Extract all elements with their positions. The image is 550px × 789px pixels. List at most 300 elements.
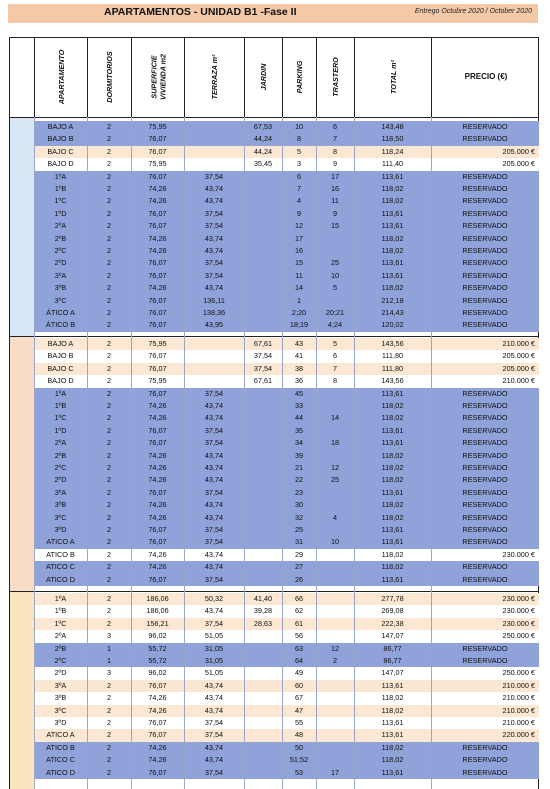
cell-jar — [244, 549, 282, 561]
cell-jar — [244, 307, 282, 319]
table-row — [34, 388, 539, 400]
cell-tras: 8 — [332, 376, 338, 386]
cell-apt: ATICO C — [45, 755, 76, 765]
cell-total: 113,61 — [381, 388, 404, 398]
section-divider — [9, 336, 539, 337]
cell-dorm: 2 — [106, 146, 112, 156]
cell-precio: 210.000 € — [502, 718, 535, 727]
cell-total: 113,61 — [381, 258, 404, 268]
cell-park: 32 — [294, 512, 304, 522]
page-title: APARTAMENTOS - UNIDAD B1 -Fase II — [104, 6, 297, 18]
cell-total: 147,07 — [381, 631, 404, 641]
table-row — [34, 667, 539, 679]
cell-tras — [316, 630, 354, 642]
cell-jar — [244, 233, 282, 245]
cell-jar — [244, 742, 282, 754]
cell-park: 33 — [294, 401, 304, 410]
cell-apt: ATICO B — [46, 549, 75, 559]
cell-precio: RESERVADO — [462, 184, 508, 193]
cell-tras: 15 — [330, 221, 340, 231]
table-row — [34, 462, 539, 474]
cell-total: 111,80 — [381, 363, 404, 373]
cell-tras — [316, 450, 354, 462]
cell-park: 55 — [294, 718, 304, 727]
cell-park: 23 — [294, 487, 304, 497]
cell-park: 66 — [294, 594, 304, 603]
table-row — [34, 183, 539, 195]
column-rule — [431, 117, 432, 789]
cell-apt: 3ºC — [54, 295, 67, 305]
cell-apt: 2ºB — [54, 450, 67, 460]
cell-tras: 10 — [330, 270, 340, 280]
cell-sup: 75,95 — [148, 122, 167, 131]
cell-tras — [316, 425, 354, 437]
cell-sup: 75,95 — [148, 339, 167, 348]
cell-ter: 37,54 — [204, 425, 224, 435]
cell-sup: 76,07 — [148, 258, 167, 268]
cell-total: 118,02 — [381, 693, 404, 703]
cell-total: 212,18 — [381, 295, 404, 305]
table-row — [34, 295, 539, 307]
cell-jar — [244, 412, 282, 424]
cell-tras — [316, 605, 354, 617]
cell-precio: RESERVADO — [462, 413, 508, 423]
cell-park: 10 — [294, 122, 304, 131]
cell-total: 113,61 — [381, 208, 404, 218]
cell-total: 86,77 — [383, 656, 402, 665]
cell-tras: 17 — [330, 767, 340, 777]
col-header-superficie: SUPERFICIE VIVIENDA m2 — [131, 37, 185, 117]
cell-total: 222,38 — [381, 618, 404, 628]
cell-sup: 76,07 — [148, 487, 167, 497]
cell-total: 118,02 — [381, 562, 404, 572]
cell-tras: 9 — [332, 208, 338, 218]
table-row — [34, 270, 539, 282]
cell-jar — [244, 257, 282, 269]
cell-apt: 3ºC — [54, 705, 67, 715]
cell-jar — [244, 450, 282, 462]
cell-ter: 37,54 — [204, 525, 224, 534]
cell-ter — [184, 375, 244, 387]
cell-total: 118,02 — [381, 755, 404, 765]
cell-apt: 1ºD — [54, 425, 67, 435]
cell-park: 29 — [294, 549, 304, 559]
cell-park: 21 — [294, 463, 304, 472]
cell-park: 27 — [294, 562, 304, 572]
cell-tras: 25 — [330, 475, 340, 485]
cell-tras — [316, 233, 354, 245]
cell-dorm: 2 — [106, 549, 112, 559]
section-strip — [10, 336, 34, 591]
cell-dorm: 2 — [106, 618, 112, 628]
table-row — [34, 437, 539, 449]
cell-dorm: 2 — [106, 606, 112, 616]
cell-jar — [244, 208, 282, 220]
cell-precio: RESERVADO — [462, 258, 508, 268]
cell-jar — [244, 680, 282, 692]
cell-total: 113,61 — [381, 730, 404, 740]
cell-park: 6 — [296, 171, 302, 181]
cell-ter: 37,54 — [204, 388, 224, 398]
cell-total: 113,61 — [381, 574, 404, 584]
table-row — [34, 257, 539, 269]
cell-precio: RESERVADO — [462, 233, 508, 243]
cell-park: 45 — [294, 388, 304, 398]
cell-dorm: 2 — [106, 705, 112, 715]
cell-total: 118,02 — [381, 500, 404, 510]
cell-dorm: 2 — [106, 574, 112, 584]
cell-tras — [316, 295, 354, 307]
cell-total: 118,02 — [381, 413, 404, 423]
cell-precio: RESERVADO — [462, 283, 508, 293]
table-row — [34, 474, 539, 486]
cell-precio: RESERVADO — [462, 320, 508, 330]
cell-sup: 74,26 — [148, 549, 167, 559]
table-row — [34, 692, 539, 704]
cell-park: 51;52 — [289, 755, 309, 765]
cell-jar — [244, 474, 282, 486]
cell-jar — [244, 729, 282, 741]
cell-precio: RESERVADO — [462, 295, 508, 305]
cell-tras: 10 — [330, 537, 340, 547]
cell-ter: 37,54 — [204, 487, 224, 497]
cell-apt: 3ºC — [54, 512, 67, 522]
col-header-apartamento: APARTAMENTO — [34, 37, 88, 117]
cell-ter: 43,74 — [204, 233, 224, 243]
cell-dorm: 2 — [106, 438, 112, 448]
cell-apt: 3ºB — [54, 500, 67, 510]
cell-sup: 74,26 — [148, 705, 167, 715]
cell-jar: 37,54 — [253, 351, 273, 361]
cell-sup: 76,07 — [148, 171, 167, 181]
cell-total: 113,61 — [381, 221, 404, 231]
cell-precio: RESERVADO — [462, 742, 508, 752]
cell-sup: 76,07 — [148, 525, 167, 534]
cell-apt: 2ºC — [54, 656, 67, 665]
cell-ter: 37,54 — [204, 730, 224, 740]
table-row — [34, 233, 539, 245]
cell-dorm: 2 — [106, 401, 112, 410]
cell-total: 111,40 — [381, 159, 404, 169]
cell-dorm: 2 — [106, 376, 112, 386]
table-row — [34, 561, 539, 573]
cell-apt: BAJO C — [47, 146, 74, 156]
cell-tras: 4 — [332, 512, 338, 522]
cell-ter: 51,05 — [204, 631, 224, 641]
cell-sup: 96,02 — [148, 668, 167, 678]
cell-dorm: 2 — [106, 339, 112, 348]
cell-tras: 12 — [330, 643, 340, 653]
cell-sup: 76,07 — [148, 438, 167, 448]
cell-park: 8 — [296, 134, 302, 144]
cell-dorm: 2 — [106, 134, 112, 144]
cell-total: 86,77 — [383, 643, 402, 653]
cell-apt: 1ºB — [54, 401, 67, 410]
cell-dorm: 2 — [106, 308, 112, 317]
cell-dorm: 2 — [106, 196, 112, 206]
cell-apt: BAJO B — [47, 351, 74, 361]
cell-park: 17 — [294, 233, 304, 243]
cell-ter: 43,74 — [204, 401, 224, 410]
cell-precio: 250.000 € — [502, 668, 535, 678]
section-divider — [9, 591, 539, 592]
cell-park: 18;19 — [289, 320, 309, 330]
cell-ter: 43,74 — [204, 512, 224, 522]
table-row — [34, 220, 539, 232]
table-row — [34, 705, 539, 717]
cell-precio: RESERVADO — [462, 438, 508, 448]
table-row — [34, 630, 539, 642]
table-row — [34, 767, 539, 779]
cell-total: 120,02 — [381, 320, 404, 330]
column-rule — [354, 117, 355, 789]
cell-total: 113,61 — [381, 425, 404, 435]
cell-apt: 2ºA — [54, 438, 67, 448]
cell-dorm: 2 — [106, 122, 112, 131]
cell-ter: 43,74 — [204, 283, 224, 293]
cell-apt: BAJO B — [47, 134, 74, 144]
cell-precio: 210.000 € — [502, 693, 535, 703]
cell-apt: 3ºA — [54, 680, 67, 690]
cell-tras — [316, 705, 354, 717]
cell-precio: RESERVADO — [462, 246, 508, 255]
cell-apt: ATICO B — [46, 742, 75, 752]
cell-jar — [244, 717, 282, 729]
cell-tras — [316, 400, 354, 412]
cell-ter: 43,74 — [204, 475, 224, 485]
cell-ter: 43,74 — [204, 500, 224, 510]
cell-jar — [244, 655, 282, 667]
cell-sup: 186,06 — [146, 606, 169, 616]
cell-sup: 186,06 — [146, 594, 169, 603]
cell-jar — [244, 195, 282, 207]
table-row — [34, 363, 539, 375]
cell-sup: 76,07 — [148, 363, 167, 373]
cell-sup: 96,02 — [148, 631, 167, 641]
cell-sup: 76,07 — [148, 320, 167, 330]
cell-dorm: 2 — [106, 388, 112, 398]
cell-precio: RESERVADO — [462, 487, 508, 497]
cell-total: 113,61 — [381, 438, 404, 448]
cell-jar — [244, 536, 282, 548]
cell-jar — [244, 319, 282, 331]
table-row — [34, 487, 539, 499]
cell-park: 62 — [294, 606, 304, 616]
cell-ter: 43,74 — [204, 742, 224, 752]
cell-tras — [316, 574, 354, 586]
cell-park: 15 — [294, 258, 304, 268]
cell-dorm: 2 — [106, 693, 112, 703]
cell-apt: 3ºD — [54, 525, 67, 534]
cell-sup: 74,26 — [148, 475, 167, 485]
cell-dorm: 2 — [106, 283, 112, 293]
cell-jar: 67,61 — [253, 339, 273, 348]
cell-precio: RESERVADO — [462, 270, 508, 280]
cell-apt: 2ºD — [54, 258, 67, 268]
cell-precio: 210.000 € — [502, 376, 535, 386]
cell-park: 22 — [294, 475, 304, 485]
cell-apt: 2ºA — [54, 631, 67, 641]
cell-sup: 74,26 — [148, 233, 167, 243]
cell-dorm: 2 — [106, 562, 112, 572]
cell-dorm: 2 — [106, 755, 112, 765]
cell-apt: 3ºD — [54, 718, 67, 727]
cell-park: 49 — [294, 668, 304, 678]
cell-apt: 1ºB — [54, 184, 67, 193]
cell-precio: RESERVADO — [462, 171, 508, 181]
table-row — [34, 350, 539, 362]
cell-precio: RESERVADO — [462, 500, 508, 510]
cell-tras: 5 — [332, 283, 338, 293]
col-header-trastero: TRASTERO — [316, 37, 355, 117]
table-row — [34, 158, 539, 170]
cell-precio: RESERVADO — [462, 208, 508, 218]
cell-dorm: 2 — [106, 221, 112, 231]
cell-jar: 44,24 — [253, 134, 273, 144]
cell-total: 113,61 — [381, 537, 404, 547]
cell-sup: 76,07 — [148, 146, 167, 156]
cell-park: 39 — [294, 450, 304, 460]
cell-tras: 18 — [330, 438, 340, 448]
cell-tras — [316, 499, 354, 511]
cell-ter: 37,54 — [204, 208, 224, 218]
cell-jar — [244, 388, 282, 400]
cell-park: 61 — [294, 618, 304, 628]
cell-sup: 74,26 — [148, 755, 167, 765]
cell-apt: BAJO D — [47, 159, 74, 169]
cell-sup: 76,07 — [148, 730, 167, 740]
cell-precio: RESERVADO — [462, 562, 508, 572]
cell-jar — [244, 574, 282, 586]
column-rule — [131, 117, 132, 789]
cell-total: 118,02 — [381, 463, 404, 472]
cell-total: 113,61 — [381, 767, 404, 777]
cell-precio: RESERVADO — [462, 401, 508, 410]
cell-jar — [244, 462, 282, 474]
col-header-total: TOTAL m² — [354, 37, 432, 117]
cell-dorm: 2 — [106, 233, 112, 243]
cell-tras — [316, 692, 354, 704]
cell-park: 11 — [295, 270, 303, 280]
cell-dorm: 2 — [106, 500, 112, 510]
cell-sup: 74,26 — [148, 562, 167, 572]
cell-precio: 210.000 € — [502, 705, 535, 715]
table-row — [34, 742, 539, 754]
cell-sup: 74,26 — [148, 512, 167, 522]
cell-apt: BAJO C — [47, 363, 74, 373]
cell-precio: RESERVADO — [462, 134, 508, 144]
cell-ter: 43,74 — [204, 562, 224, 572]
cell-apt: 1ºB — [54, 606, 67, 616]
cell-precio: RESERVADO — [462, 643, 508, 653]
cell-precio: RESERVADO — [462, 388, 508, 398]
cell-dorm: 2 — [106, 184, 112, 193]
cell-precio: 205.000 € — [502, 159, 535, 169]
cell-dorm: 2 — [106, 351, 112, 361]
cell-jar: 67,61 — [253, 376, 273, 386]
cell-sup: 76,07 — [148, 308, 167, 317]
cell-dorm: 1 — [106, 656, 112, 665]
cell-ter: 136,11 — [203, 295, 225, 305]
cell-apt: 3ºB — [54, 693, 67, 703]
cell-ter: 37,54 — [204, 221, 224, 231]
cell-ter — [184, 338, 244, 350]
cell-ter — [184, 121, 244, 133]
table-row — [34, 643, 539, 655]
cell-park: 63 — [294, 643, 304, 653]
cell-jar — [244, 487, 282, 499]
cell-total: 118,02 — [381, 450, 404, 460]
cell-ter: 43,74 — [204, 705, 224, 715]
cell-tras: 7 — [332, 363, 338, 373]
cell-precio: RESERVADO — [462, 537, 508, 547]
cell-precio: 210.000 € — [502, 339, 535, 348]
cell-sup: 74,26 — [148, 196, 167, 206]
cell-ter: 43,74 — [204, 413, 224, 423]
cell-park: 1 — [296, 295, 302, 305]
table-row — [34, 512, 539, 524]
table-row — [34, 729, 539, 741]
table-row — [34, 133, 539, 145]
column-rule — [87, 117, 88, 789]
cell-tras: 4;24 — [327, 320, 343, 330]
cell-ter: 31,05 — [204, 656, 224, 665]
header-divider — [9, 117, 539, 118]
cell-tras: 20;21 — [325, 308, 345, 317]
table-row — [34, 618, 539, 630]
cell-park: 7 — [296, 184, 302, 193]
cell-precio: RESERVADO — [462, 122, 508, 131]
table-row — [34, 499, 539, 511]
cell-sup: 156,21 — [146, 618, 169, 628]
cell-sup: 76,07 — [148, 574, 167, 584]
cell-jar: 67,53 — [253, 122, 273, 131]
cell-jar — [244, 425, 282, 437]
cell-jar — [244, 499, 282, 511]
cell-jar: 44,24 — [253, 146, 273, 156]
cell-jar — [244, 183, 282, 195]
cell-dorm: 3 — [106, 631, 112, 641]
cell-apt: ATICO D — [45, 767, 76, 777]
cell-ter: 43,95 — [204, 320, 224, 330]
cell-precio: 230.000 € — [502, 594, 535, 603]
cell-total: 143,48 — [381, 122, 404, 131]
cell-total: 118,50 — [381, 134, 404, 144]
cell-sup: 76,07 — [148, 221, 167, 231]
cell-apt: 2ºB — [54, 643, 67, 653]
cell-jar: 35,45 — [253, 159, 273, 169]
cell-jar: 39,28 — [253, 606, 273, 616]
cell-sup: 74,26 — [148, 184, 167, 193]
table-row — [34, 307, 539, 319]
cell-tras — [316, 618, 354, 630]
cell-ter — [184, 133, 244, 145]
cell-dorm: 2 — [106, 208, 112, 218]
cell-precio: 220.000 € — [502, 730, 535, 740]
cell-precio: RESERVADO — [462, 196, 508, 206]
cell-precio: RESERVADO — [462, 221, 508, 231]
cell-dorm: 2 — [106, 270, 112, 280]
cell-sup: 76,07 — [148, 351, 167, 361]
table-row — [34, 574, 539, 586]
col-header-jardin: JARDIN — [244, 37, 283, 117]
cell-ter: 37,54 — [204, 618, 224, 628]
cell-precio: RESERVADO — [462, 525, 508, 534]
cell-ter: 43,74 — [204, 450, 224, 460]
cell-tras: 6 — [332, 122, 338, 131]
table-row — [34, 450, 539, 462]
cell-apt: 3ºA — [54, 270, 67, 280]
